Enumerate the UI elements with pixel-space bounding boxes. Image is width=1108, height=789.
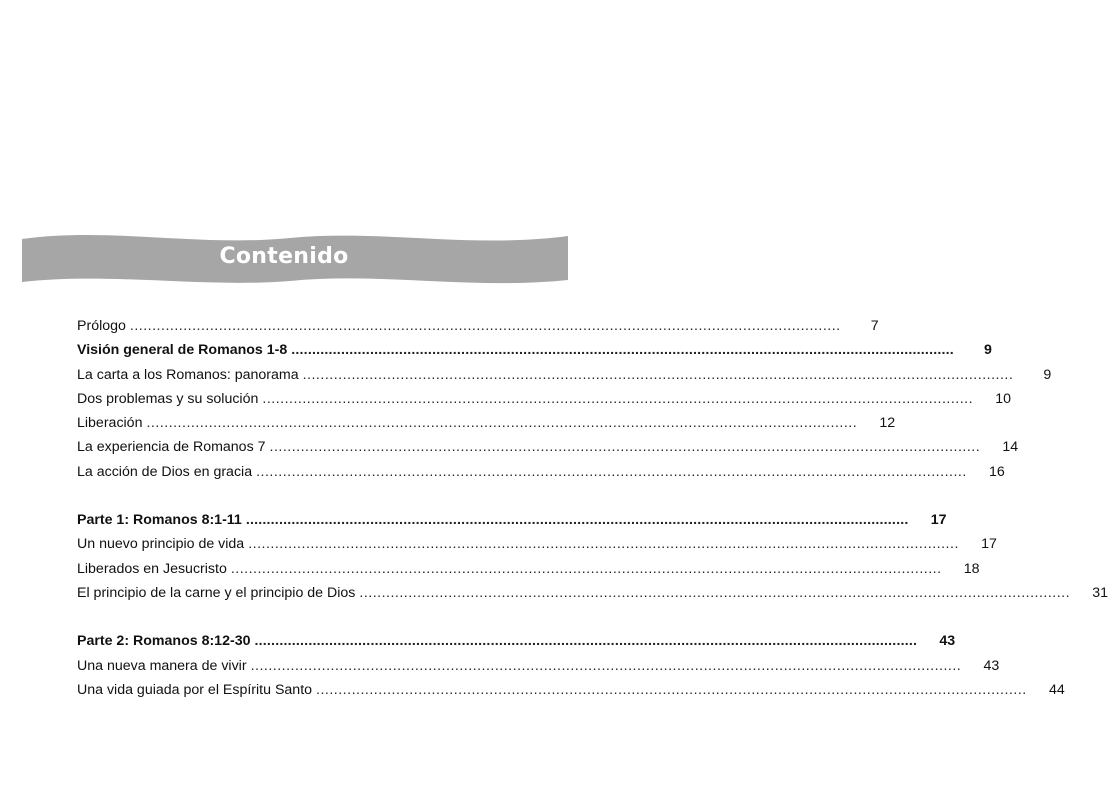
toc-heading-entry [77, 508, 947, 532]
toc-dot-leader: ................................................................................................................................................................ [302, 366, 1014, 383]
toc-page-number: 9 [984, 342, 992, 359]
toc-entry [77, 411, 896, 435]
toc-entry-title: Una nueva manera de vivir [77, 657, 247, 674]
toc-entry [77, 581, 1108, 605]
toc-dot-leader: ................................................................................................................................................................ [262, 390, 974, 407]
toc-heading-entry [77, 629, 956, 653]
toc-section [77, 314, 1052, 484]
toc-page-number: 44 [1048, 681, 1065, 698]
toc-entry [77, 654, 1000, 678]
toc-page-number: 10 [995, 390, 1012, 407]
toc-entry [77, 435, 1019, 459]
toc-entry-title: Liberación [77, 415, 143, 432]
toc-dot-leader: ................................................................................................................................................................ [230, 560, 942, 577]
toc-entry-title: La carta a los Romanos: panorama [77, 366, 299, 383]
toc-entry [77, 557, 980, 581]
toc-entry [77, 460, 1005, 484]
toc-page-number: 43 [983, 657, 1000, 674]
page-title: Contenido [219, 244, 349, 269]
toc-page-number: 16 [989, 463, 1005, 480]
toc-page-number: 43 [939, 633, 956, 650]
toc-page-number: 9 [1043, 366, 1052, 383]
toc-entry-title: Prólogo [77, 318, 126, 334]
toc-entry [77, 314, 879, 338]
toc-page-number: 17 [981, 536, 997, 553]
toc-page-number: 18 [963, 560, 980, 577]
toc-dot-leader: ................................................................................................................................................................ [359, 584, 1071, 601]
toc-entry-title: Un nuevo principio de vida [77, 536, 245, 553]
toc-dot-leader: ................................................................................................................................................................ [291, 342, 954, 359]
toc-page-number: 31 [1092, 584, 1108, 601]
toc-entry-title: Visión general de Romanos 1-8 [77, 342, 288, 359]
toc-dot-leader: ................................................................................................................................................................ [250, 657, 962, 674]
toc-page-number: 14 [1002, 439, 1019, 456]
toc-dot-leader: ................................................................................................................................................................ [256, 463, 967, 480]
toc-section [77, 629, 1065, 702]
toc-entry-title: Una vida guiada por el Espíritu Santo [77, 681, 313, 698]
toc-page-number: 17 [930, 512, 947, 529]
toc-dot-leader: ................................................................................................................................................................ [316, 681, 1027, 698]
toc-entry-title: La acción de Dios en gracia [77, 463, 253, 480]
toc-dot-leader: ................................................................................................................................................................ [254, 633, 918, 650]
toc-entry-title: Parte 1: Romanos 8:1-11 [77, 512, 242, 529]
toc-dot-leader: ................................................................................................................................................................ [269, 439, 981, 456]
toc-page-number: 12 [879, 415, 896, 432]
toc-dot-leader: ................................................................................................................................................................ [146, 415, 858, 432]
toc-entry [77, 363, 1052, 387]
toc-entry [77, 387, 1012, 411]
table-of-contents [77, 314, 1108, 702]
toc-entry-title: Parte 2: Romanos 8:12-30 [77, 633, 251, 650]
toc-entry [77, 532, 997, 556]
toc-entry-title: Liberados en Jesucristo [77, 560, 227, 577]
contents-banner [0, 228, 568, 288]
toc-dot-leader: ................................................................................................................................................................ [245, 512, 909, 529]
toc-section [77, 508, 1108, 605]
toc-entry-title: La experiencia de Romanos 7 [77, 439, 266, 456]
toc-entry [77, 678, 1065, 702]
toc-dot-leader: ................................................................................................................................................................ [129, 318, 841, 334]
toc-page-number: 7 [870, 318, 879, 334]
toc-heading-entry [77, 338, 992, 362]
toc-entry-title: Dos problemas y su solución [77, 390, 259, 407]
toc-dot-leader: ................................................................................................................................................................ [248, 536, 959, 553]
toc-entry-title: El principio de la carne y el principio de Dios [77, 584, 356, 601]
